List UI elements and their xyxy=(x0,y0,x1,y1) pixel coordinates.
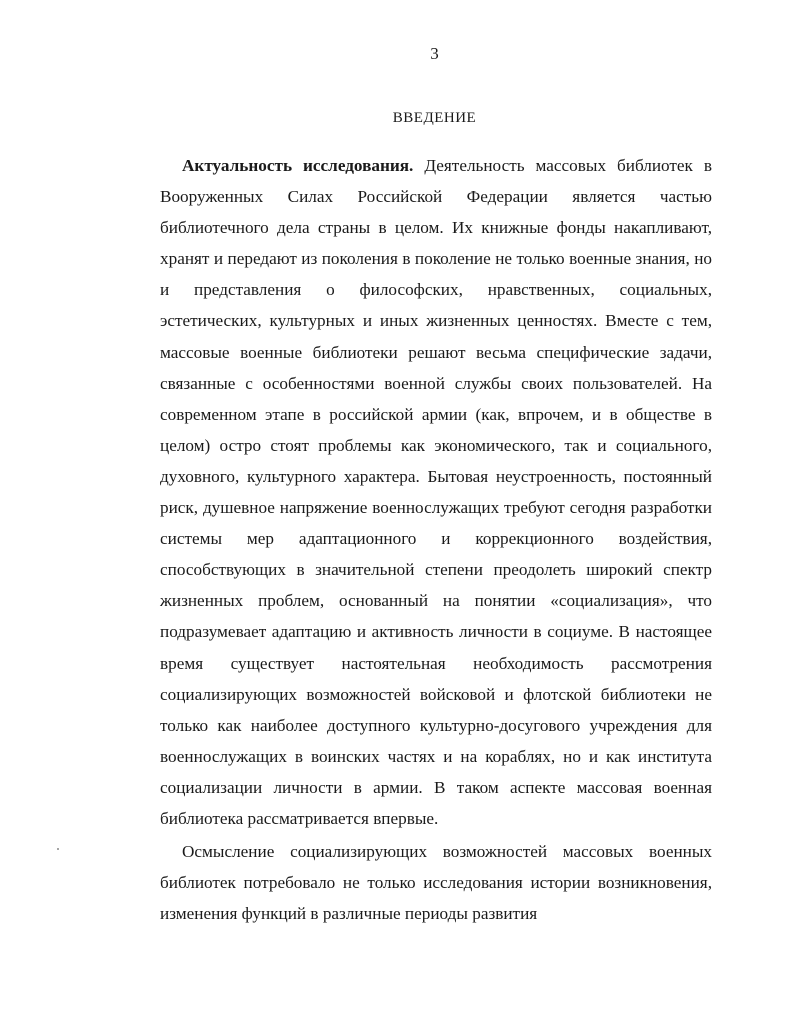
body-text xyxy=(160,150,712,929)
page-number: 3 xyxy=(430,44,439,63)
paragraph-text: Деятельность массовых библиотек в Вооруженных Силах Российской Федерации является частью библиотечного дела страны в целом. Их книжные фонды накапливают, хранят и передают из поколения в поколение не только военные знания, но и представления о философских, нравственных, социальных, эстетических, культурных и иных жизненных ценностях. Вместе с тем, массовые военные библиотеки решают весьма специфические задачи, связанные с особенностями военной службы своих пользователей. На современном этапе в российской армии (как, впрочем, и в обществе в целом) остро стоят проблемы как экономического, так и социального, духовного, культурного характера. Бытовая неустроенность, постоянный риск, душевное напряжение военнослужащих требуют сегодня разработки системы мер адаптационного и коррекционного воздействия, способствующих в значительной степени преодолеть широкий спектр жизненных проблем, основанный на понятии «социализация», что подразумевает адаптацию и активность личности в социуме. В настоящее время существует настоятельная необходимость рассмотрения социализирующих возможностей войсковой и флотской библиотеки не только как наиболее доступного культурно-досугового учреждения для военнослужащих в воинских частях и на кораблях, но и как института социализации личности в армии. В таком аспекте массовая военная библиотека рассматривается впервые. xyxy=(160,156,712,828)
paragraph-text: Осмысление социализирующих возможностей массовых военных библиотек потребовало не только исследования истории возникновения, изменения функций в различные периоды развития xyxy=(160,842,712,924)
section-heading: ВВЕДЕНИЕ xyxy=(392,110,477,126)
paragraph-lead: Актуальность исследования. xyxy=(182,156,414,175)
paragraph-comprehension xyxy=(160,836,712,929)
scan-artifact xyxy=(57,848,59,850)
paragraph-relevance xyxy=(160,150,712,834)
